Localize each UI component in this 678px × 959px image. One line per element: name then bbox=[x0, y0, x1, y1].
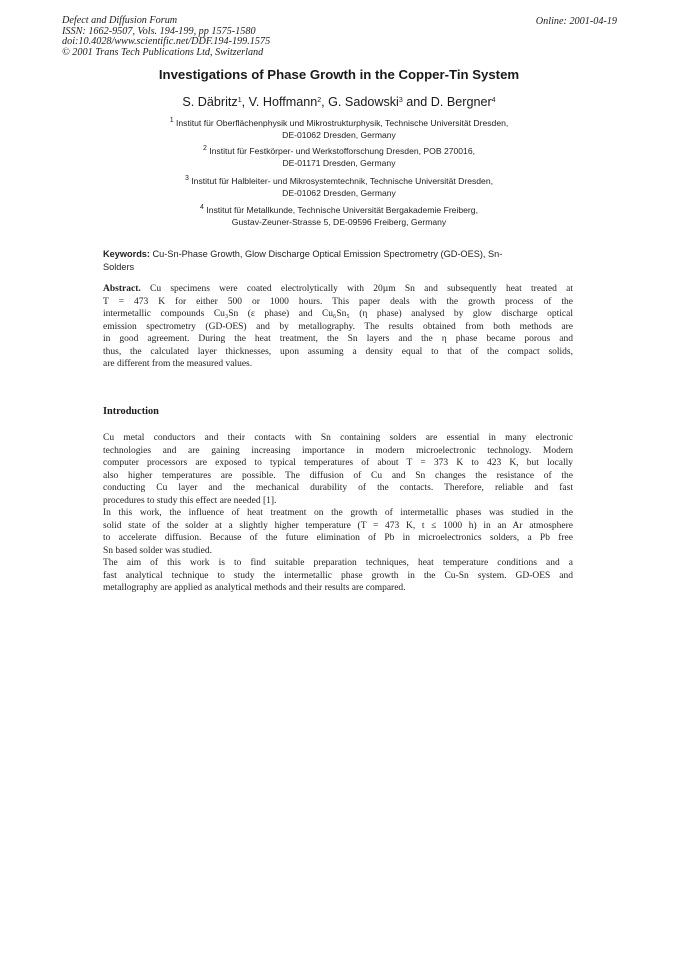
body-line: also higher temperatures are possible. The diffusion of Cu and Sn changes the resistance of the bbox=[103, 470, 573, 481]
abstract bbox=[103, 283, 573, 371]
section-heading: Introduction bbox=[103, 406, 159, 417]
author-separator: , bbox=[321, 95, 329, 109]
introduction-body bbox=[103, 432, 573, 595]
abstract-line: are different from the measured values. bbox=[103, 359, 253, 369]
abstract-line: T = 473 K for either 500 or 1000 hours. This paper deals with the growth process of the bbox=[103, 296, 573, 307]
journal-header bbox=[62, 16, 270, 58]
abstract-label: Abstract. bbox=[103, 284, 141, 294]
body-line: computer processors are exposed to typical temperatures of about T = 373 K to 423 K, but locally bbox=[103, 458, 573, 468]
body-line: technologies and are gaining increasing importance in modern microelectronic technology. Modern bbox=[103, 445, 573, 456]
copyright-line: © 2001 Trans Tech Publications Ltd, Switzerland bbox=[62, 46, 264, 58]
body-line: metallography are applied as analytical methods and their results are compared. bbox=[103, 583, 406, 593]
author-name: V. Hoffmann bbox=[248, 95, 318, 109]
affiliation-line: DE-01062 Dresden, Germany bbox=[282, 129, 396, 140]
abstract-line: emission spectrometry (GD-OES) and by metallography. The results obtained from both methods are bbox=[103, 321, 573, 332]
affiliation bbox=[0, 205, 678, 228]
author-name: G. Sadowski bbox=[328, 95, 399, 109]
keywords-label: Keywords: bbox=[103, 249, 150, 259]
body-line: Sn based solder was studied. bbox=[103, 545, 212, 556]
affiliation-line: Institut für Metallkunde, Technische Universität Bergakademie Freiberg, bbox=[206, 205, 478, 215]
online-date: Online: 2001-04-19 bbox=[535, 16, 617, 27]
author-list bbox=[0, 95, 678, 109]
affiliation-mark: 1 bbox=[169, 117, 174, 124]
paper-title: Investigations of Phase Growth in the Copper-Tin System bbox=[158, 67, 520, 82]
body-line: solid state of the solder at a slightly higher temperature (T = 473 K, t ≤ 1000 h) in an Ar atmosphere bbox=[103, 520, 573, 531]
journal-name: Defect and Diffusion Forum bbox=[62, 15, 178, 26]
affiliation-mark: 2 bbox=[202, 145, 207, 152]
affiliation-line: Institut für Halbleiter- und Mikrosystemtechnik, Technische Universität Dresden, bbox=[191, 176, 493, 186]
keywords-text: Cu-Sn-Phase Growth, Glow Discharge Optical Emission Spectrometry (GD-OES), Sn- bbox=[152, 249, 503, 259]
affiliation-line: DE-01171 Dresden, Germany bbox=[282, 157, 396, 168]
affiliation bbox=[0, 146, 678, 169]
author-affiliation-mark: 1 bbox=[237, 97, 242, 104]
abstract-line: thus, the calculated layer thicknesses, upon assuming a density equal to that of the compact solids, bbox=[103, 346, 573, 357]
body-line: to accelerate diffusion. Because of the future elimination of Pb in microelectronics solders, a Pb free bbox=[103, 533, 573, 543]
affiliation bbox=[0, 118, 678, 141]
abstract-line: in good agreement. During the heat treatment, the Sn layers and the η phase became porous and bbox=[103, 334, 573, 344]
affiliation-line: Institut für Oberflächenphysik und Mikrostrukturphysik, Technische Universität Dresden, bbox=[176, 118, 509, 128]
issn-line: ISSN: 1662-9507, Vols. 194-199, pp 1575-1580 bbox=[62, 25, 256, 37]
author-separator: , bbox=[241, 95, 249, 109]
affiliation-line: Institut für Festkörper- und Werkstofforschung Dresden, POB 270016, bbox=[209, 146, 476, 156]
body-line: procedures to study this effect are needed [1]. bbox=[103, 495, 277, 506]
body-line: conducting Cu layer and the mechanical durability of the contacts. Therefore, reliable and fast bbox=[103, 483, 573, 493]
body-line: The aim of this work is to find suitable preparation techniques, heat temperature conditions and a bbox=[103, 558, 573, 568]
affiliation-mark: 4 bbox=[200, 204, 204, 211]
body-line: fast analytical technique to study the intermetallic phase growth in the Cu-Sn system. GD-OES and bbox=[103, 570, 573, 581]
abstract-line: intermetallic compounds Cu₃Sn (ε phase) and Cu₆Sn₅ (η phase) analysed by glow discharge optical bbox=[103, 309, 573, 319]
affiliation bbox=[0, 176, 678, 199]
affiliation-mark: 3 bbox=[185, 175, 189, 182]
author-affiliation-mark: 2 bbox=[317, 97, 322, 104]
affiliation-line: DE-01062 Dresden, Germany bbox=[282, 187, 396, 198]
body-line: Cu metal conductors and their contacts with Sn containing solders are essential in many electronic bbox=[103, 433, 573, 443]
author-affiliation-mark: 3 bbox=[398, 97, 403, 104]
keywords bbox=[103, 248, 573, 273]
affiliation-line: Gustav-Zeuner-Strasse 5, DE-09596 Freiberg, Germany bbox=[231, 216, 447, 227]
author-affiliation-mark: 4 bbox=[491, 97, 496, 104]
body-line: In this work, the influence of heat treatment on the growth of intermetallic phases was studied in the bbox=[103, 508, 573, 518]
author-name: D. Bergner bbox=[430, 95, 492, 109]
doi-line: doi:10.4028/www.scientific.net/DDF.194-199.1575 bbox=[62, 36, 271, 47]
abstract-line: Cu specimens were coated electrolytically with 20µm Sn and subsequently heat treated at bbox=[149, 284, 573, 294]
author-name: S. Däbritz bbox=[182, 95, 238, 109]
author-separator: and bbox=[402, 95, 431, 109]
keywords-text: Solders bbox=[103, 261, 135, 272]
